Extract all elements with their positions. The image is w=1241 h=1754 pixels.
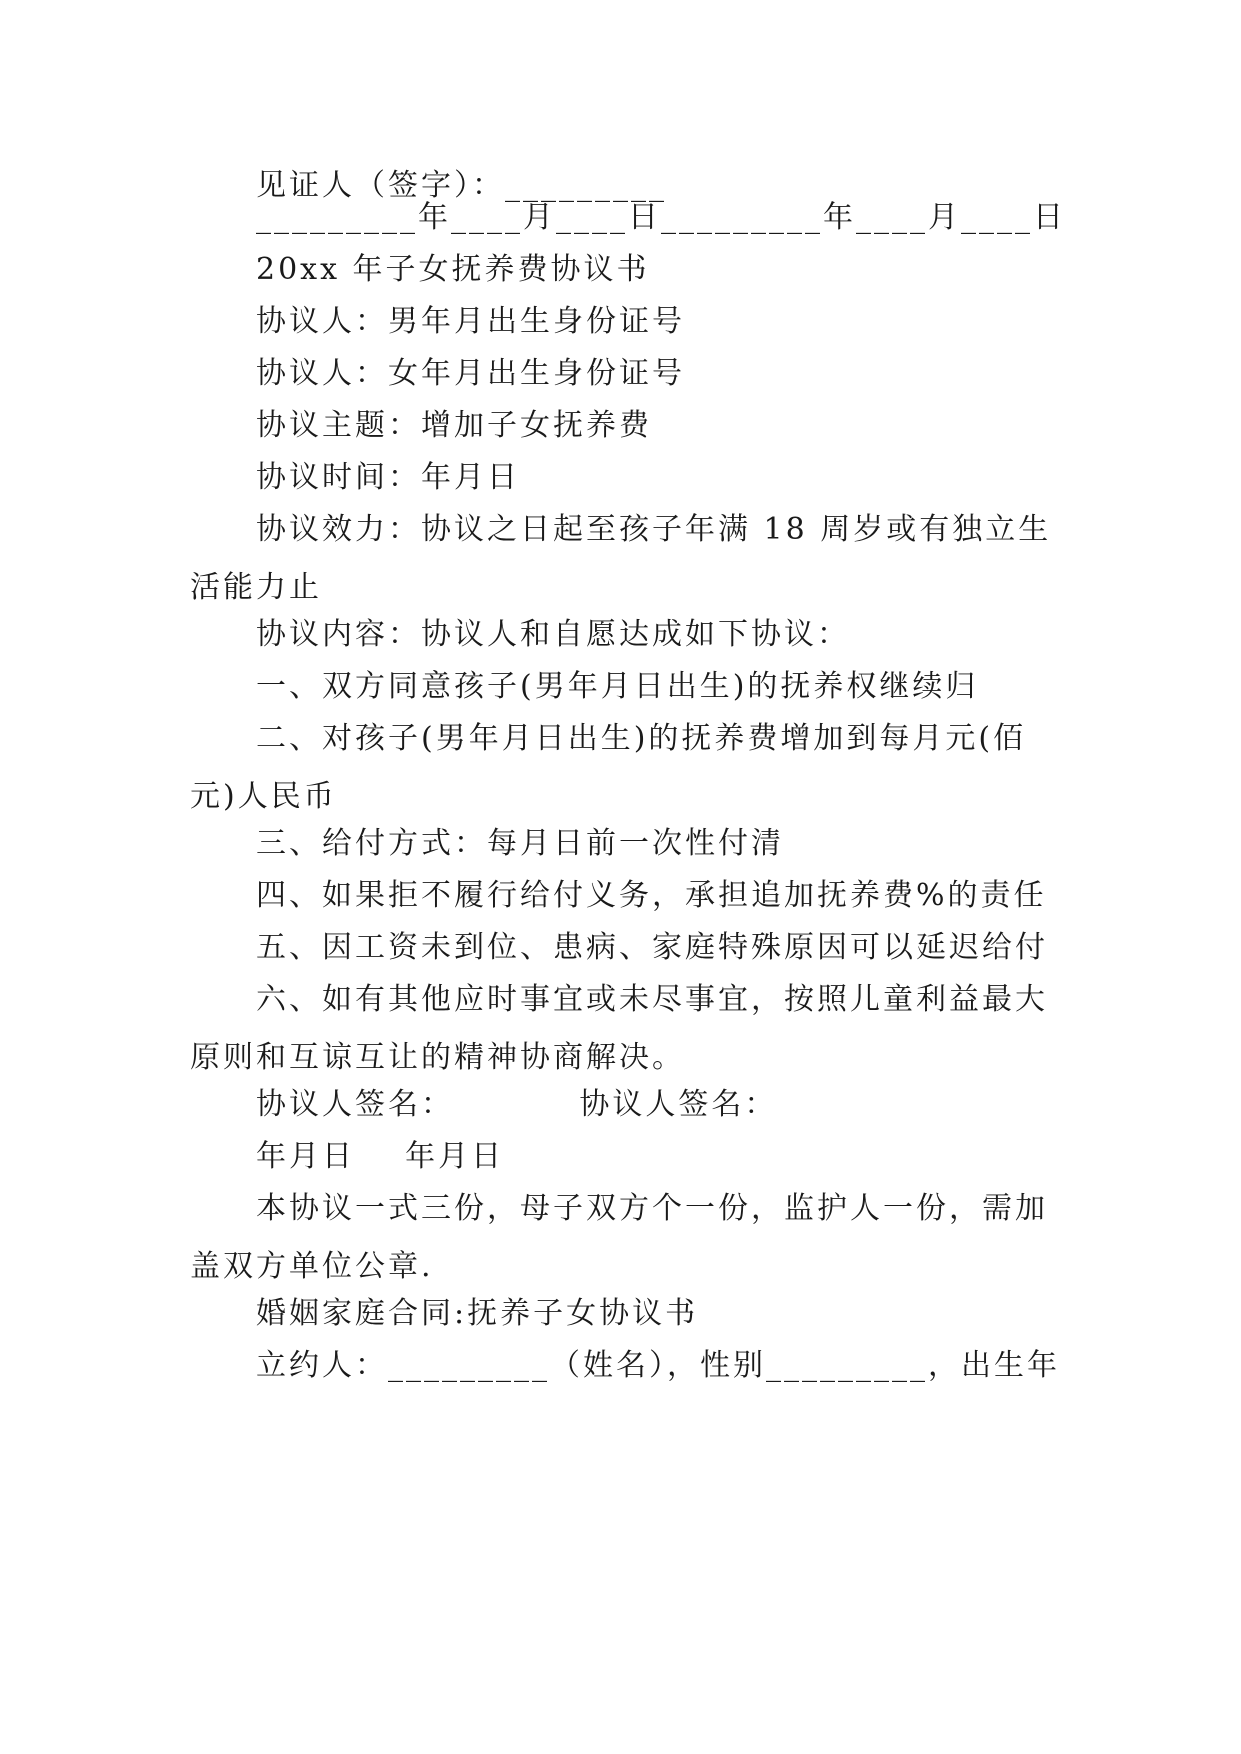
clause-6 (190, 971, 1052, 1087)
text-line: 盖双方单位公章. (190, 1249, 434, 1284)
text-line: 协议人：男年月出生身份证号 (256, 304, 685, 339)
text-line: 原则和互谅互让的精神协商解决。 (190, 1040, 685, 1075)
agreement-content (190, 606, 1052, 664)
party-female (190, 345, 1052, 403)
agreement-validity (190, 501, 1052, 617)
signature-date-row (190, 1128, 1052, 1186)
agreement-time (190, 449, 1052, 507)
text-line: 元)人民币 (190, 779, 337, 814)
clause-2 (190, 710, 1052, 826)
second-contract-title (190, 1285, 1052, 1343)
text-line: 五、因工资未到位、患病、家庭特殊原因可以延迟给付 (256, 930, 1048, 965)
clause-3 (190, 815, 1052, 873)
text-line: 20xx 年子女抚养费协议书 (256, 252, 650, 287)
text-line: _________年____月____日_________年____月____日 (256, 200, 1066, 235)
text-line: 一、双方同意孩子(男年月日出生)的抚养权继续归 (256, 669, 979, 704)
text-line: 立约人：_________（姓名），性别_________，出生年 (256, 1348, 1060, 1383)
clause-5 (190, 919, 1052, 977)
agreement-subject (190, 397, 1052, 455)
text-line: 六、如有其他应时事宜或未尽事宜，按照儿童利益最大 (256, 982, 1048, 1017)
text-line: 二、对孩子(男年月日出生)的抚养费增加到每月元(佰 (256, 721, 1027, 756)
text-line: 协议内容：协议人和自愿达成如下协议： (256, 617, 850, 652)
text-line: 协议人签名： 协议人签名： (256, 1087, 778, 1122)
text-line: 本协议一式三份，母子双方个一份，监护人一份，需加 (256, 1191, 1048, 1226)
text-line: 协议主题：增加子女抚养费 (256, 408, 652, 443)
text-line: 年月日 年月日 (256, 1139, 505, 1174)
date-blank-line (190, 189, 1066, 247)
text-line: 四、如果拒不履行给付义务，承担追加抚养费%的责任 (256, 878, 1047, 913)
text-line: 协议时间：年月日 (256, 460, 520, 495)
copies-note (190, 1180, 1052, 1296)
clause-4 (190, 867, 1052, 925)
clause-1 (190, 658, 1052, 716)
text-line: 活能力止 (190, 570, 322, 605)
signature-row (190, 1076, 1052, 1134)
text-line: 见证人（签字）：_________ (256, 168, 667, 203)
contracting-party (190, 1337, 1060, 1395)
party-male (190, 293, 1052, 351)
text-line: 三、给付方式：每月日前一次性付清 (256, 826, 784, 861)
text-line: 协议效力：协议之日起至孩子年满 18 周岁或有独立生 (256, 512, 1052, 547)
text-line: 婚姻家庭合同:抚养子女协议书 (256, 1296, 699, 1331)
text-line: 协议人：女年月出生身份证号 (256, 356, 685, 391)
agreement-title (190, 241, 1052, 299)
